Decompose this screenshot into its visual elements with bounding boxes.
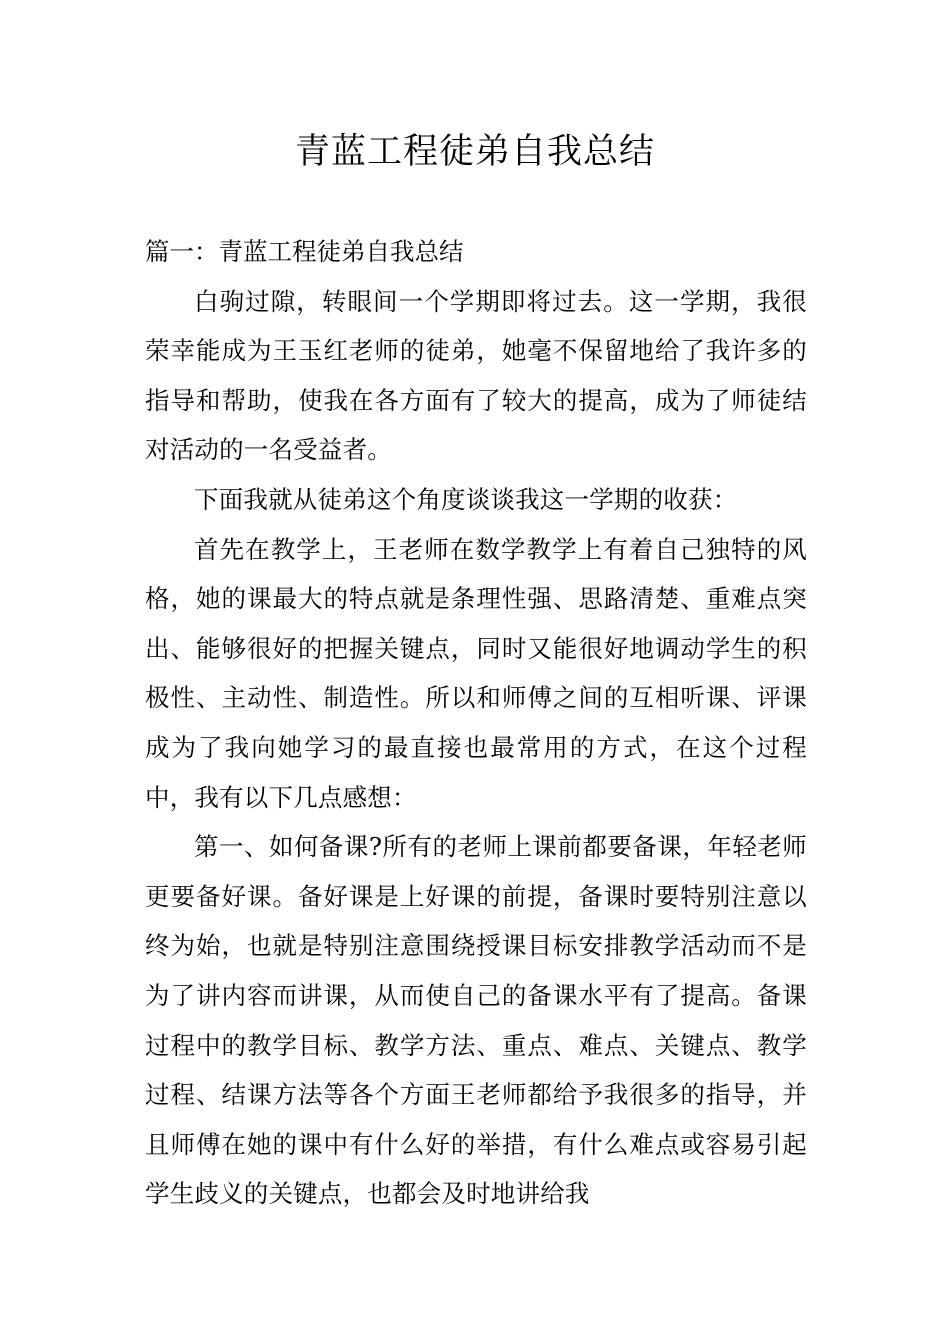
paragraph: 第一、如何备课?所有的老师上课前都要备课，年轻老师更要备好课。备好课是上好课的前提，备课时要特别注意以终为始，也就是特别注意围绕授课目标安排教学活动而不是为了讲内容而讲课，从而使自己的备课水平有了提高。备课过程中的教学目标、教学方法、重点、难点、关键点、教学过程、结课方法等各个方面王老师都给予我很多的指导，并且师傅在她的课中有什么好的举措，有什么难点或容易引起学生歧义的关键点，也都会及时地讲给我	[145, 832, 807, 1209]
paragraph: 下面我就从徒弟这个角度谈谈我这一学期的收获：	[194, 484, 738, 514]
document-body	[145, 227, 807, 1219]
paragraph: 白驹过隙，转眼间一个学期即将过去。这一学期，我很荣幸能成为王玉红老师的徒弟，她毫不保留地给了我许多的指导和帮助，使我在各方面有了较大的提高，成为了师徒结对活动的一名受益者。	[145, 286, 807, 465]
document-title: 青蓝工程徒弟自我总结	[294, 132, 655, 172]
paragraph: 首先在教学上，王老师在数学教学上有着自己独特的风格，她的课最大的特点就是条理性强、思路清楚、重难点突出、能够很好的把握关键点，同时又能很好地调动学生的积极性、主动性、制造性。所以和师傅之间的互相听课、评课成为了我向她学习的最直接也最常用的方式，在这个过程中，我有以下几点感想：	[145, 534, 807, 812]
section-label: 篇一：青蓝工程徒弟自我总结	[145, 237, 464, 266]
